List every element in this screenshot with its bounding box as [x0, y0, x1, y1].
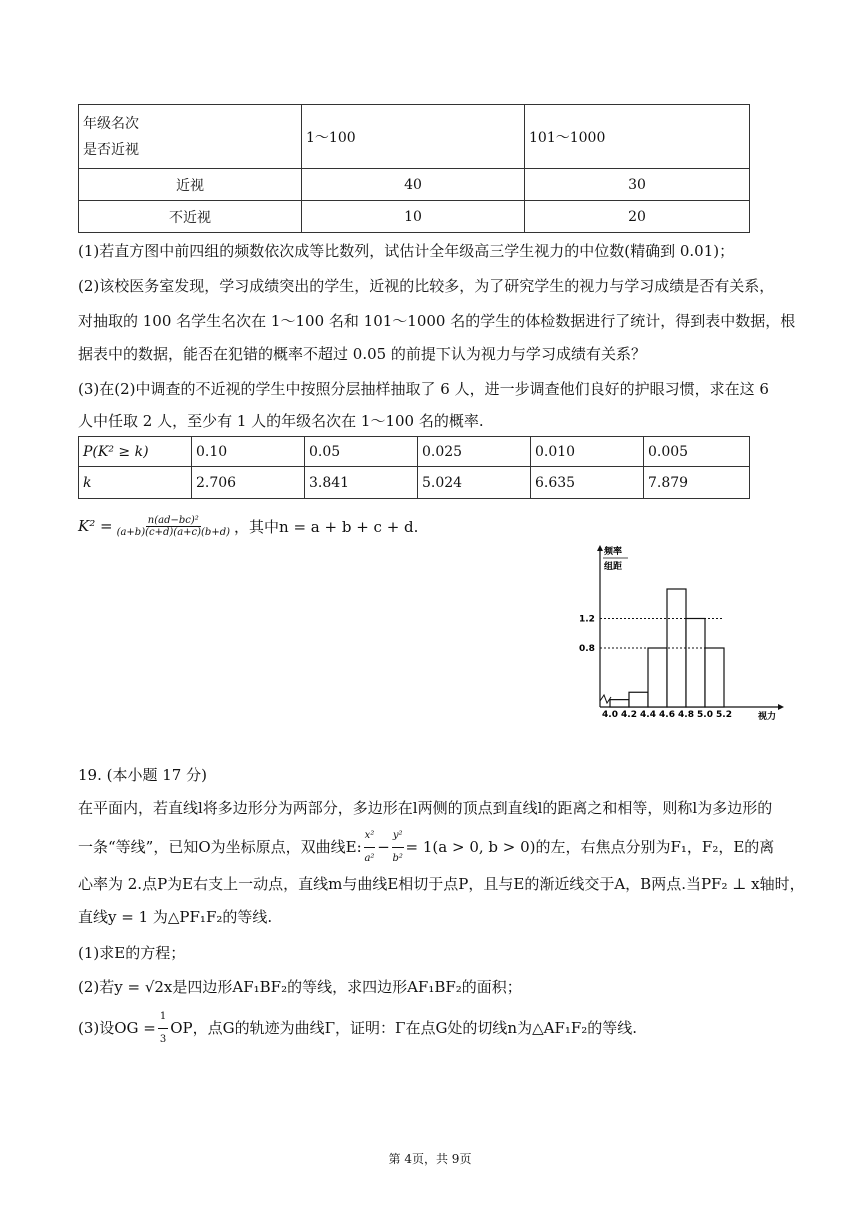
vision-histogram [578, 543, 790, 725]
table1-row-label: 不近视 [79, 201, 302, 233]
axis-break-icon [600, 695, 611, 703]
problem-19-sub2: (2)若y = √2x是四边形AF₁BF₂的等线，求四边形AF₁BF₂的面积； [78, 978, 522, 996]
x-tick-label: 5.0 [697, 710, 713, 720]
histogram-x-ticks [602, 710, 732, 720]
table1-header-line1: 年级名次 [83, 115, 139, 132]
formula-lhs: K² = [78, 517, 113, 535]
one-third-num: 1 [158, 1006, 168, 1029]
y-tick-label: 1.2 [579, 614, 595, 625]
histogram-bar [705, 648, 724, 707]
question-3-line1: (3)在(2)中调查的不近视的学生中按照分层抽样抽取了 6 人，进一步调查他们良好的护眼习惯，求在这 6 [78, 380, 769, 398]
problem-19-sub3 [78, 1010, 788, 1046]
table2-cell: 6.635 [531, 467, 644, 499]
table-row [79, 169, 750, 201]
k-squared-formula [78, 508, 418, 544]
table2-cell: 0.10 [192, 437, 305, 467]
table2-cell: 5.024 [418, 467, 531, 499]
minus-sign: − [377, 838, 390, 856]
table1-corner-header [79, 105, 302, 169]
problem-19-line2b: = 1(a > 0, b > 0)的左，右焦点分别为F₁，F₂，E的离 [405, 838, 775, 856]
one-third-den: 3 [159, 1033, 167, 1045]
histogram-y-ticks [579, 615, 595, 655]
table-row [79, 201, 750, 233]
y-label-top: 频率 [604, 547, 623, 557]
page-footer: 第 4页，共 9页 [388, 1152, 472, 1166]
histogram-bar [629, 692, 648, 707]
hyperbola-frac-x [364, 825, 376, 870]
contingency-table [78, 104, 750, 233]
frac-y-num: y² [392, 825, 404, 848]
table1-row-label: 近视 [79, 169, 302, 201]
formula-fraction [117, 515, 230, 538]
table2-cell: 7.879 [644, 467, 750, 499]
formula-numerator: n(ad−bc)² [147, 514, 199, 526]
problem-19-sub3a: (3)设OG = [78, 1019, 156, 1037]
x-tick-label: 4.4 [640, 710, 656, 720]
question-2-line2: 对抽取的 100 名学生名次在 1～100 名和 101～1000 名的学生的体检数据进行了统计，得到表中数据，根 [78, 312, 796, 330]
formula-tail: ，其中n = a + b + c + d. [234, 517, 419, 536]
table1-col1-header: 1～100 [302, 105, 525, 169]
histogram-bars [610, 589, 724, 707]
table2-cell: 0.005 [644, 437, 750, 467]
histogram-bar [610, 700, 629, 707]
problem-19-line2 [78, 827, 788, 867]
problem-19-line3: 心率为 2.点P为E右支上一动点，直线m与曲线E相切于点P，且与E的渐近线交于A，B两点.当PF₂ ⊥ x轴时， [78, 875, 805, 893]
problem-19-header: 19. (本小题 17 分) [78, 766, 207, 784]
table2-cell: 2.706 [192, 467, 305, 499]
formula-denominator: (a+b)(c+d)(a+c)(b+d) [116, 526, 231, 538]
x-tick-label: 4.8 [678, 710, 694, 720]
x-tick-label: 5.2 [716, 710, 732, 720]
table2-cell: 3.841 [305, 467, 418, 499]
frac-x-num: x² [364, 825, 376, 848]
hyperbola-frac-y [392, 825, 404, 870]
question-2-line3: 据表中的数据，能否在犯错的概率不超过 0.05 的前提下认为视力与学习成绩有关系？ [78, 345, 646, 363]
x-tick-label: 4.2 [621, 710, 637, 720]
problem-19-sub3b: OP，点G的轨迹为曲线Γ，证明：Γ在点G处的切线n为△AF₁F₂的等线. [170, 1019, 638, 1037]
question-1: (1)若直方图中前四组的频数依次成等比数列，试估计全年级高三学生视力的中位数(精确到 0.01)； [78, 242, 735, 260]
x-axis-arrow [778, 704, 784, 710]
critical-value-table [78, 436, 750, 499]
table1-cell: 30 [525, 169, 750, 201]
table1-cell: 10 [302, 201, 525, 233]
problem-19-line2a: 一条“等线”，已知O为坐标原点，双曲线E: [78, 838, 362, 856]
table2-cell: 0.05 [305, 437, 418, 467]
table-row [79, 467, 750, 499]
table1-cell: 20 [525, 201, 750, 233]
problem-19-line1: 在平面内，若直线l将多边形分为两部分，多边形在l两侧的顶点到直线l的距离之和相等，则称l为多边形的 [78, 799, 773, 817]
frac-y-den: b² [392, 852, 403, 864]
table1-header-line2: 是否近视 [83, 141, 139, 158]
y-tick-label: 0.8 [579, 644, 595, 654]
problem-19-line4: 直线y = 1 为△PF₁F₂的等线. [78, 908, 273, 926]
histogram-bar [648, 648, 667, 707]
one-third-fraction [158, 1006, 168, 1051]
x-axis-label: 视力 [758, 712, 777, 722]
table2-row2-label: k [79, 467, 192, 499]
x-tick-label: 4.0 [602, 710, 618, 720]
table2-cell: 0.010 [531, 437, 644, 467]
table-row [79, 437, 750, 467]
table2-cell: 0.025 [418, 437, 531, 467]
problem-19-sub1: (1)求E的方程； [78, 944, 186, 962]
x-tick-label: 4.6 [659, 710, 675, 720]
question-3-line2: 人中任取 2 人，至少有 1 人的年级名次在 1～100 名的概率. [78, 412, 484, 430]
table2-row1-label: P(K² ≥ k) [79, 437, 192, 467]
y-label-bottom: 组距 [604, 562, 623, 572]
table1-cell: 40 [302, 169, 525, 201]
y-axis-arrow [597, 545, 603, 551]
question-2-line1: (2)该校医务室发现，学习成绩突出的学生，近视的比较多，为了研究学生的视力与学习成绩是否有关系， [78, 277, 775, 295]
histogram-bar [686, 619, 705, 708]
frac-x-den: a² [364, 852, 375, 864]
table1-col2-header: 101～1000 [525, 105, 750, 169]
